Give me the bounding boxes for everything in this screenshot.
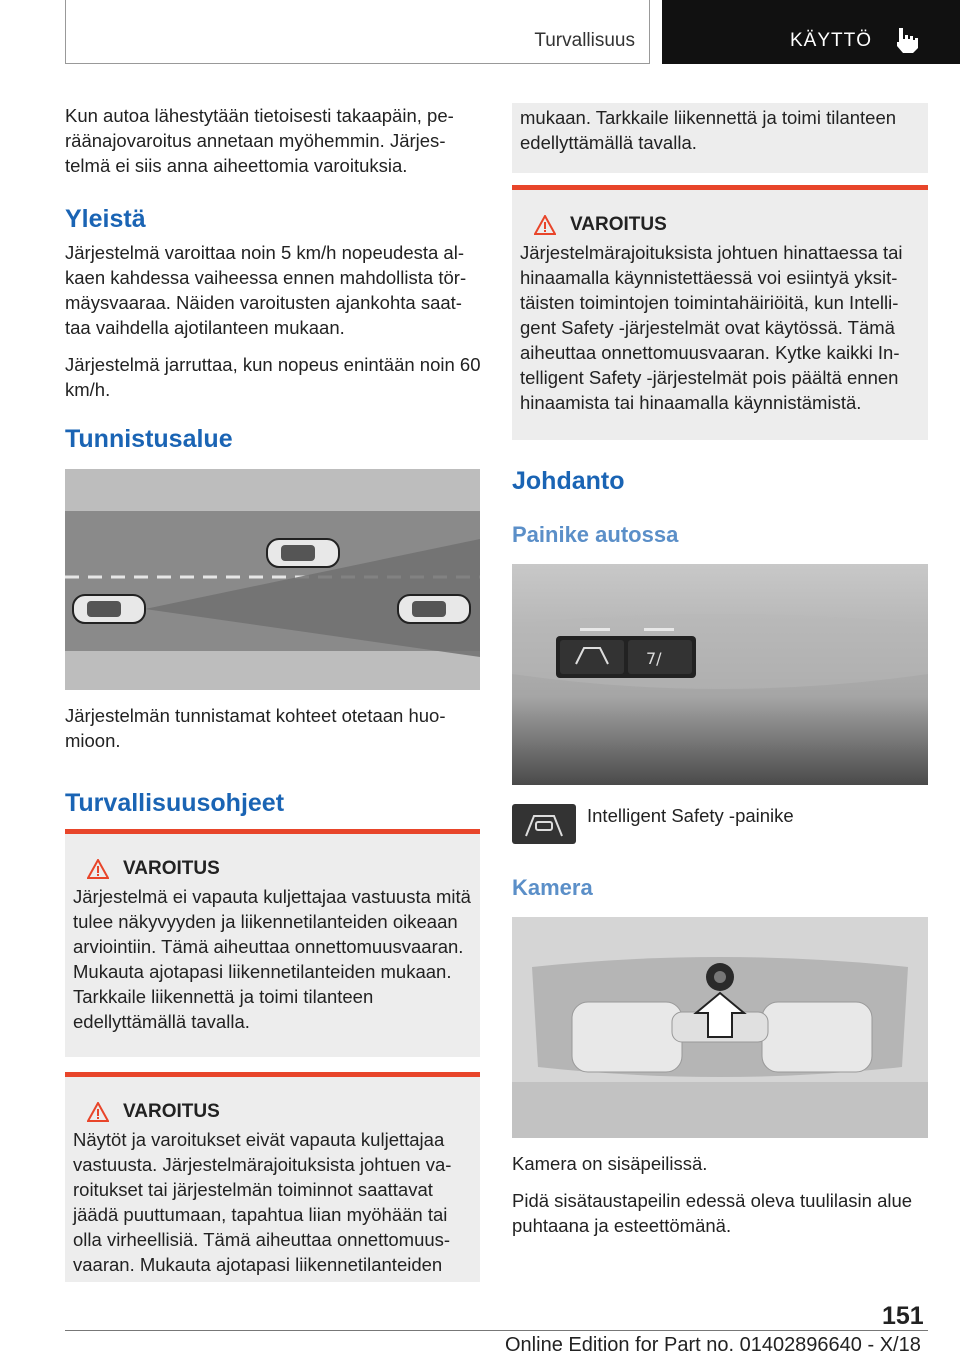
warning-3-title: VAROITUS [570, 214, 667, 235]
heading-yleista: Yleistä [65, 205, 146, 233]
footer-divider [65, 1330, 928, 1331]
header-chapter-title: KÄYTTÖ [790, 30, 873, 51]
header-section-title: Turvallisuus [534, 30, 635, 51]
camera-figure [512, 917, 928, 1138]
paragraph-general-1: Järjestelmä varoittaa noin 5 km/h nopeudesta alkaen kahdessa vaiheessa ennen mahdollista törmäysvaaraa. Näiden varoitusten ajankohta saattaa vaihdella ajotilanteen mukaan. [65, 242, 467, 338]
heading-kamera: Kamera [512, 875, 593, 900]
hand-pointer-icon [894, 26, 920, 54]
warning-box-3 [512, 185, 928, 440]
warning-triangle-icon [534, 215, 556, 235]
svg-text:7/: 7/ [646, 649, 662, 668]
warning-1-text: Järjestelmä ei vapauta kuljettajaa vastuusta mitä tulee näkyvyyden ja liikennetilanteiden oikeaan arviointiin. Tämä aiheuttaa onnettomuusvaaran. Mukauta ajotapasi liikennetilanteiden mukaan. Tarkkaile liikennettä ja toimi tilanteen edellyttämällä tavalla. [73, 886, 471, 1032]
camera-paragraph-1: Kamera on sisäpeilissä. [512, 1153, 708, 1174]
warning-continuation-box [512, 103, 928, 173]
heading-johdanto: Johdanto [512, 467, 625, 495]
paragraph-general-2: Järjestelmä jarruttaa, kun nopeus enintään noin 60 km/h. [65, 354, 481, 400]
warning-2-title: VAROITUS [123, 1101, 220, 1122]
button-label: Intelligent Safety -painike [587, 805, 794, 826]
car-right [398, 595, 470, 623]
intelligent-safety-button-icon [512, 804, 576, 844]
car-button-figure [512, 564, 928, 785]
heading-tunnistusalue: Tunnistusalue [65, 425, 233, 453]
header-chapter-box [662, 0, 960, 64]
page-number: 151 [882, 1302, 924, 1330]
camera-paragraph-2: Pidä sisätaustapeilin edessä oleva tuulilasin alue puhtaana ja esteettömänä. [512, 1190, 913, 1236]
warning-continuation-text: mukaan. Tarkkaile liikennettä ja toimi tilanteen edellyttämällä tavalla. [520, 107, 897, 153]
warning-box-1 [65, 829, 480, 1057]
car-left [73, 595, 145, 623]
warning-triangle-icon [87, 859, 109, 879]
warning-3-text: Järjestelmärajoituksista johtuen hinattaessa tai hinaamalla käynnistettäessä voi esiintyä yksittäisten toimintojen toimintahäiriöitä, kun Intelligent Safety -järjestelmät ovat käytössä. Tämä aiheuttaa onnettomuusvaaran. Kytke kaikki Intelligent Safety -järjestelmät pois päältä ennen hinaamista tai hinaamalla käynnistämistä. [520, 242, 903, 413]
heading-painike-autossa: Painike autossa [512, 522, 679, 547]
warning-2-text: Näytöt ja varoitukset eivät vapauta kuljettajaa vastuusta. Järjestelmärajoituksista johtuen varoitukset tai järjestelmän toiminnot saattavat jäädä puuttumaan, tapahtua liian myöhään tai olla virheellisiä. Tämä aiheuttaa onnettomuusvaaran. Mukauta ajotapasi liikennetilanteiden [73, 1129, 452, 1275]
warning-triangle-icon [87, 1102, 109, 1122]
warning-box-2 [65, 1072, 480, 1282]
car-front [267, 539, 339, 567]
figure-caption: Järjestelmän tunnistamat kohteet otetaan huomioon. [65, 705, 446, 751]
detection-area-figure [65, 469, 480, 690]
heading-turvallisuusohjeet: Turvallisuusohjeet [65, 789, 285, 817]
header-section-box [65, 0, 650, 64]
warning-1-title: VAROITUS [123, 858, 220, 879]
intro-paragraph: Kun autoa lähestytään tietoisesti takaapäin, peräänajovaroitus annetaan myöhemmin. Järjestelmä ei siis anna aiheettomia varoituksia. [65, 105, 454, 176]
footer-edition: Online Edition for Part no. 01402896640 - X/18 [505, 1334, 921, 1356]
